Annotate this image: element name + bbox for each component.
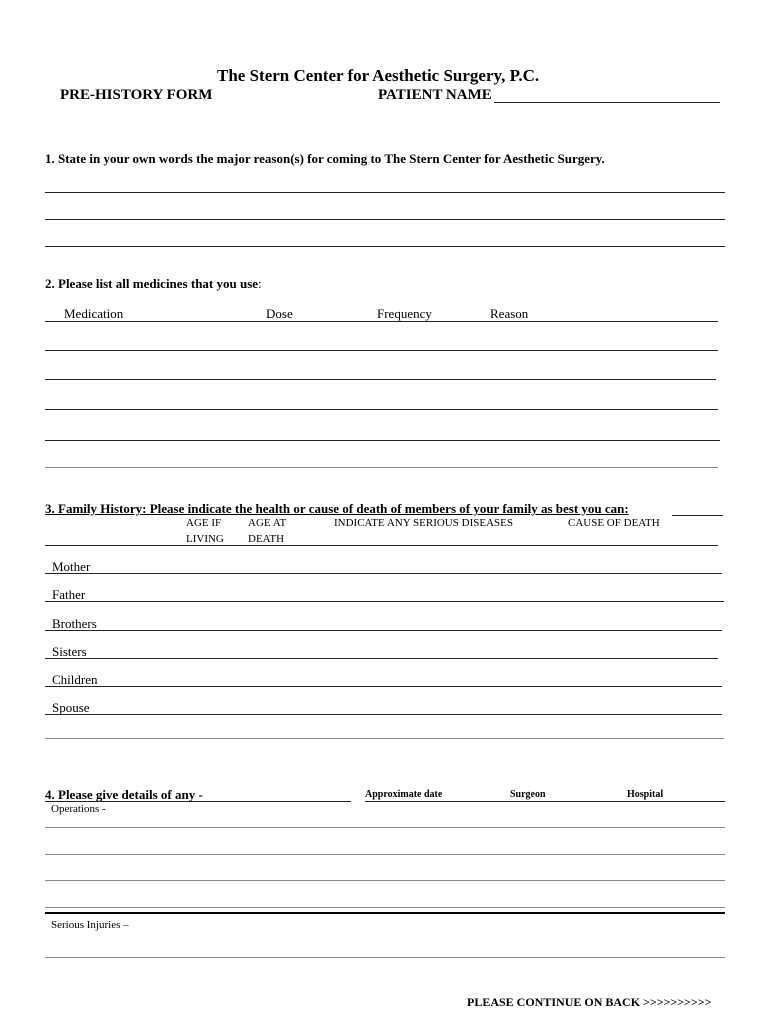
question-3-underline <box>672 515 723 516</box>
operations-line[interactable] <box>45 827 725 828</box>
col-dose: Dose <box>266 306 293 321</box>
col-living: LIVING <box>186 533 224 545</box>
patient-name-label: PATIENT NAME <box>378 87 492 103</box>
col-approximate-date: Approximate date <box>365 789 443 800</box>
question-2-colon: : <box>258 276 262 291</box>
answer-line[interactable] <box>45 192 725 193</box>
form-name: PRE-HISTORY FORM <box>60 87 213 103</box>
col-cause: CAUSE OF DEATH <box>568 517 660 529</box>
col-age-if: AGE IF <box>186 517 222 529</box>
serious-injuries-label: Serious Injuries – <box>51 919 129 931</box>
question-4: 4. Please give details of any - <box>45 787 203 802</box>
family-row-label: Father <box>52 587 86 602</box>
family-row-label: Sisters <box>52 644 87 659</box>
family-row-line[interactable] <box>45 686 722 687</box>
operations-line[interactable] <box>45 880 725 881</box>
question-2-text: 2. Please list all medicines that you use <box>45 276 259 291</box>
operations-label: Operations - <box>51 803 106 815</box>
col-reason: Reason <box>490 306 529 321</box>
patient-name-field[interactable] <box>494 102 720 103</box>
continue-on-back: PLEASE CONTINUE ON BACK >>>>>>>>>> <box>467 995 712 1009</box>
col-frequency: Frequency <box>377 306 432 321</box>
medication-line[interactable] <box>45 440 720 441</box>
question-2 <box>45 276 262 292</box>
family-row-label: Mother <box>52 559 91 574</box>
question-4-underline <box>45 801 351 802</box>
col-hospital: Hospital <box>627 789 664 800</box>
question-1: 1. State in your own words the major reason(s) for coming to The Stern Center for Aesthetic Surgery. <box>45 151 605 166</box>
medication-line[interactable] <box>45 409 718 410</box>
family-row-line[interactable] <box>45 658 718 659</box>
family-row-line[interactable] <box>45 714 722 715</box>
column-header-line <box>45 321 718 322</box>
col-diseases: INDICATE ANY SERIOUS DISEASES <box>334 517 513 529</box>
family-row-line[interactable] <box>45 630 722 631</box>
col-surgeon: Surgeon <box>510 789 546 800</box>
question-3: 3. Family History: Please indicate the health or cause of death of members of your family as best you can: <box>45 501 629 516</box>
family-row-line[interactable] <box>45 738 724 739</box>
col-age-at: AGE AT <box>248 517 287 529</box>
family-row-label: Spouse <box>52 700 90 715</box>
section-divider <box>45 912 725 914</box>
form-title: The Stern Center for Aesthetic Surgery, P.C. <box>217 66 540 85</box>
col-medication: Medication <box>64 306 124 321</box>
answer-line[interactable] <box>45 246 725 247</box>
family-row-line[interactable] <box>45 601 724 602</box>
family-header-line <box>45 545 718 546</box>
details-header-line <box>365 801 725 802</box>
medication-line[interactable] <box>45 379 716 380</box>
operations-line[interactable] <box>45 907 725 908</box>
injuries-line[interactable] <box>45 957 725 958</box>
medication-line[interactable] <box>45 467 718 468</box>
medication-line[interactable] <box>45 350 718 351</box>
family-row-label: Children <box>52 672 98 687</box>
family-row-label: Brothers <box>52 616 97 631</box>
operations-line[interactable] <box>45 854 725 855</box>
family-row-line[interactable] <box>45 573 722 574</box>
col-death: DEATH <box>248 533 285 545</box>
answer-line[interactable] <box>45 219 725 220</box>
